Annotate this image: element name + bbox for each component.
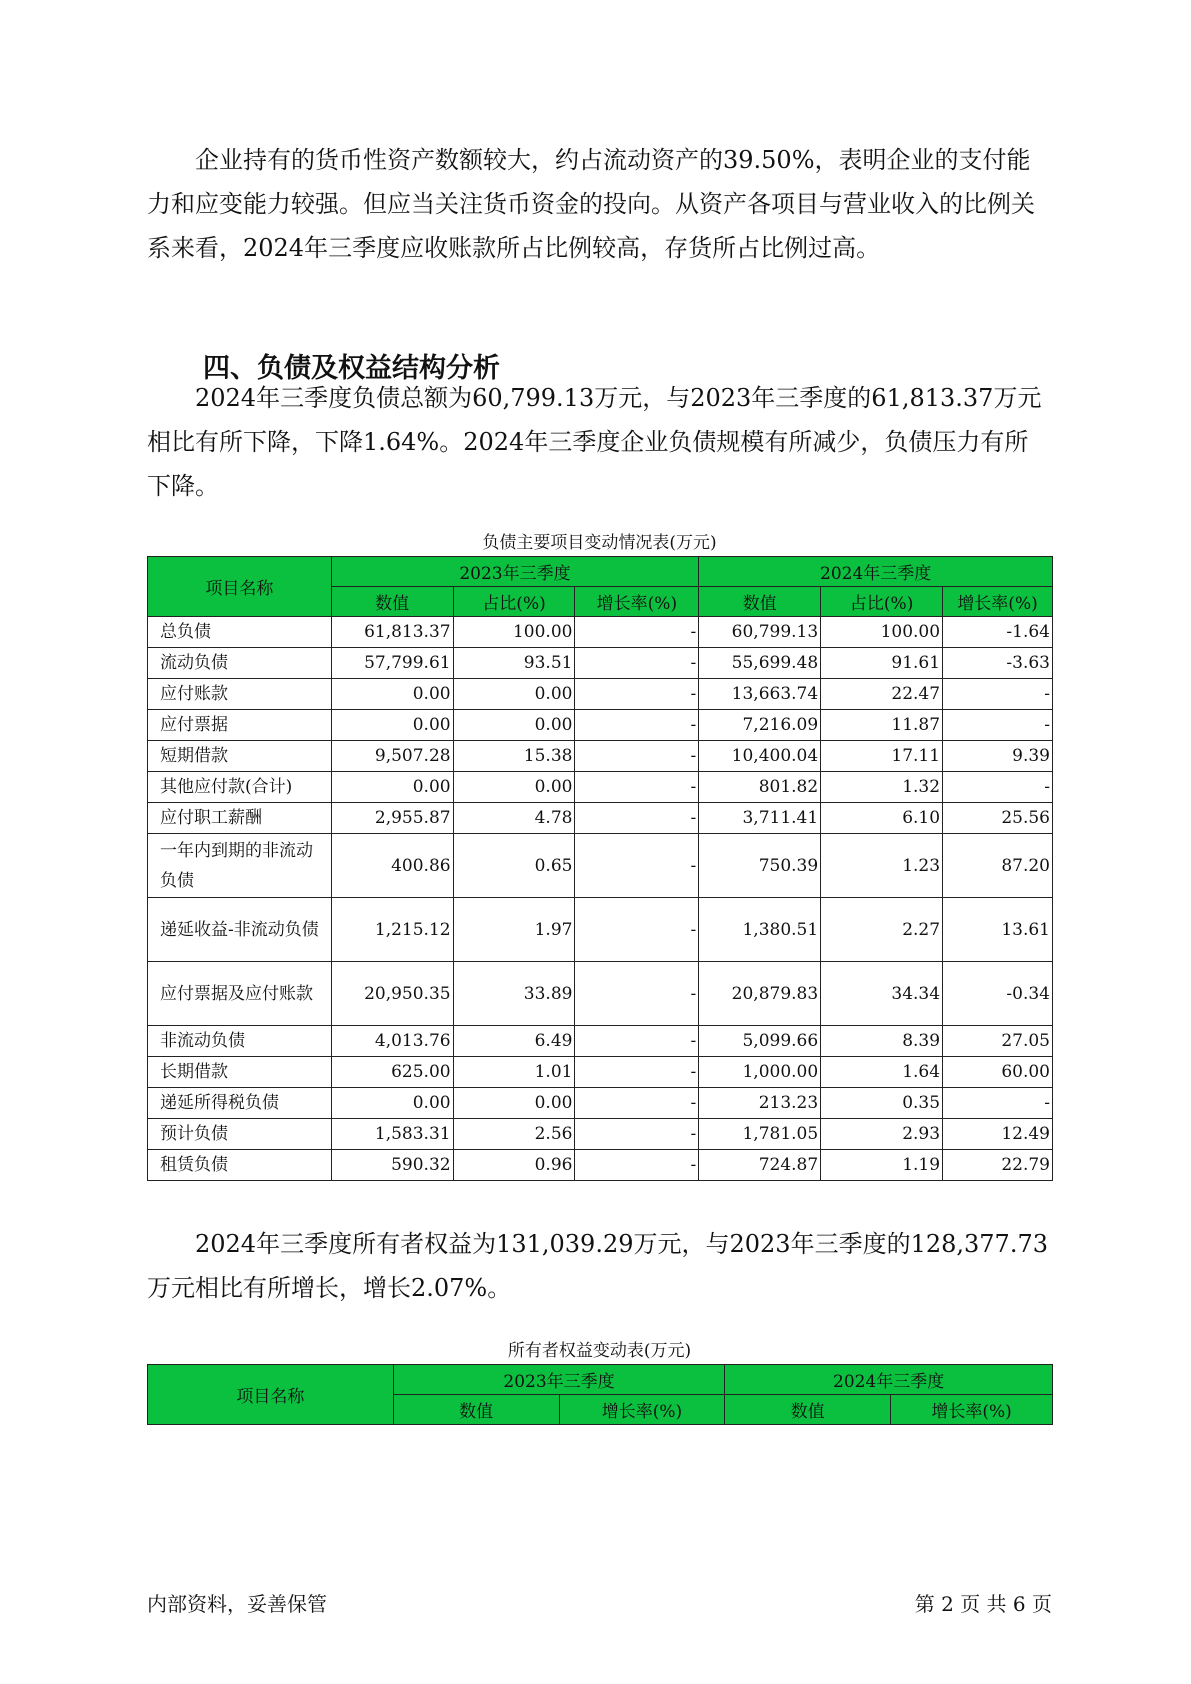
cell-ratio-2023: 100.00 bbox=[453, 617, 575, 648]
cell-ratio-2024: 1.64 bbox=[821, 1057, 943, 1088]
row-name: 租赁负债 bbox=[148, 1150, 332, 1181]
cell-growth-2024: 60.00 bbox=[943, 1057, 1053, 1088]
cell-growth-2024: - bbox=[943, 679, 1053, 710]
cell-ratio-2024: 0.35 bbox=[821, 1088, 943, 1119]
cell-value-2024: 750.39 bbox=[699, 834, 821, 898]
cell-ratio-2024: 100.00 bbox=[821, 617, 943, 648]
header-growth: 增长率(%) bbox=[943, 587, 1053, 617]
page-number: 第 2 页 共 6 页 bbox=[914, 1592, 1052, 1616]
table-row bbox=[148, 772, 1053, 803]
cell-ratio-2024: 34.34 bbox=[821, 962, 943, 1026]
row-name: 流动负债 bbox=[148, 648, 332, 679]
cell-ratio-2024: 8.39 bbox=[821, 1026, 943, 1057]
cell-value-2024: 3,711.41 bbox=[699, 803, 821, 834]
cell-growth-2024: -1.64 bbox=[943, 617, 1053, 648]
cell-growth-2024: 22.79 bbox=[943, 1150, 1053, 1181]
cell-growth-2024: 12.49 bbox=[943, 1119, 1053, 1150]
paragraph-equity-summary: 2024年三季度所有者权益为131,039.29万元，与2023年三季度的128,377.73万元相比有所增长，增长2.07%。 bbox=[147, 1230, 1048, 1302]
header-growth: 增长率(%) bbox=[575, 587, 699, 617]
row-name: 应付账款 bbox=[148, 679, 332, 710]
row-name: 应付票据 bbox=[148, 710, 332, 741]
cell-value-2023: 0.00 bbox=[331, 1088, 453, 1119]
cell-ratio-2023: 15.38 bbox=[453, 741, 575, 772]
cell-value-2023: 0.00 bbox=[331, 679, 453, 710]
cell-growth-2024: -0.34 bbox=[943, 962, 1053, 1026]
header-period-2023: 2023年三季度 bbox=[393, 1365, 725, 1395]
cell-value-2023: 625.00 bbox=[331, 1057, 453, 1088]
cell-ratio-2024: 91.61 bbox=[821, 648, 943, 679]
table-row bbox=[148, 803, 1053, 834]
cell-ratio-2023: 0.65 bbox=[453, 834, 575, 898]
section-heading: 四、负债及权益结构分析 bbox=[203, 353, 500, 384]
cell-value-2024: 7,216.09 bbox=[699, 710, 821, 741]
cell-growth-2023: - bbox=[575, 1057, 699, 1088]
cell-growth-2023: - bbox=[575, 1026, 699, 1057]
cell-ratio-2024: 2.27 bbox=[821, 898, 943, 962]
table2-caption: 所有者权益变动表(万元) bbox=[507, 1341, 692, 1361]
row-name: 其他应付款(合计) bbox=[148, 772, 332, 803]
paragraph-liability-summary: 2024年三季度负债总额为60,799.13万元，与2023年三季度的61,813.37万元相比有所下降，下降1.64%。2024年三季度企业负债规模有所减少，负债压力有所下降。 bbox=[147, 384, 1042, 500]
table-row bbox=[148, 1150, 1053, 1181]
header-value: 数值 bbox=[331, 587, 453, 617]
cell-growth-2023: - bbox=[575, 962, 699, 1026]
cell-ratio-2023: 0.00 bbox=[453, 772, 575, 803]
cell-growth-2023: - bbox=[575, 834, 699, 898]
row-name: 应付票据及应付账款 bbox=[148, 962, 332, 1026]
cell-ratio-2023: 93.51 bbox=[453, 648, 575, 679]
cell-ratio-2024: 2.93 bbox=[821, 1119, 943, 1150]
cell-growth-2023: - bbox=[575, 803, 699, 834]
cell-growth-2024: - bbox=[943, 772, 1053, 803]
header-ratio: 占比(%) bbox=[821, 587, 943, 617]
table1-caption: 负债主要项目变动情况表(万元) bbox=[482, 533, 717, 553]
cell-growth-2024: 25.56 bbox=[943, 803, 1053, 834]
cell-growth-2023: - bbox=[575, 617, 699, 648]
header-item-name: 项目名称 bbox=[148, 557, 332, 617]
cell-value-2023: 57,799.61 bbox=[331, 648, 453, 679]
cell-value-2024: 60,799.13 bbox=[699, 617, 821, 648]
header-value: 数值 bbox=[699, 587, 821, 617]
cell-ratio-2023: 2.56 bbox=[453, 1119, 575, 1150]
header-period-2023: 2023年三季度 bbox=[331, 557, 699, 587]
cell-growth-2023: - bbox=[575, 648, 699, 679]
header-value: 数值 bbox=[725, 1395, 891, 1425]
row-name: 预计负债 bbox=[148, 1119, 332, 1150]
cell-value-2024: 13,663.74 bbox=[699, 679, 821, 710]
cell-growth-2023: - bbox=[575, 710, 699, 741]
row-name: 应付职工薪酬 bbox=[148, 803, 332, 834]
cell-ratio-2024: 1.32 bbox=[821, 772, 943, 803]
cell-ratio-2023: 33.89 bbox=[453, 962, 575, 1026]
cell-ratio-2024: 6.10 bbox=[821, 803, 943, 834]
cell-value-2023: 1,583.31 bbox=[331, 1119, 453, 1150]
table-row bbox=[148, 679, 1053, 710]
header-item-name: 项目名称 bbox=[148, 1365, 394, 1425]
cell-growth-2023: - bbox=[575, 898, 699, 962]
header-period-2024: 2024年三季度 bbox=[725, 1365, 1053, 1395]
cell-growth-2024: 13.61 bbox=[943, 898, 1053, 962]
row-name: 长期借款 bbox=[148, 1057, 332, 1088]
cell-value-2024: 20,879.83 bbox=[699, 962, 821, 1026]
table-row bbox=[148, 1088, 1053, 1119]
cell-growth-2023: - bbox=[575, 1088, 699, 1119]
row-name: 递延收益-非流动负债 bbox=[148, 898, 332, 962]
liability-table bbox=[147, 556, 1053, 1181]
table-row bbox=[148, 1119, 1053, 1150]
header-period-2024: 2024年三季度 bbox=[699, 557, 1053, 587]
cell-value-2023: 2,955.87 bbox=[331, 803, 453, 834]
cell-growth-2024: 27.05 bbox=[943, 1026, 1053, 1057]
cell-value-2023: 590.32 bbox=[331, 1150, 453, 1181]
equity-table bbox=[147, 1364, 1053, 1425]
cell-ratio-2024: 11.87 bbox=[821, 710, 943, 741]
cell-value-2024: 1,000.00 bbox=[699, 1057, 821, 1088]
table-row bbox=[148, 741, 1053, 772]
table-row bbox=[148, 1026, 1053, 1057]
cell-ratio-2023: 0.00 bbox=[453, 1088, 575, 1119]
paragraph-asset-summary: 企业持有的货币性资产数额较大，约占流动资产的39.50%，表明企业的支付能力和应变能力较强。但应当关注货币资金的投向。从资产各项目与营业收入的比例关系来看，2024年三季度应收账款所占比例较高，存货所占比例过高。 bbox=[147, 146, 1035, 262]
cell-ratio-2023: 1.01 bbox=[453, 1057, 575, 1088]
cell-value-2023: 61,813.37 bbox=[331, 617, 453, 648]
cell-value-2023: 1,215.12 bbox=[331, 898, 453, 962]
cell-growth-2023: - bbox=[575, 772, 699, 803]
footer-note: 内部资料，妥善保管 bbox=[147, 1592, 327, 1616]
header-ratio: 占比(%) bbox=[453, 587, 575, 617]
cell-ratio-2024: 1.23 bbox=[821, 834, 943, 898]
cell-growth-2023: - bbox=[575, 1119, 699, 1150]
table-row bbox=[148, 617, 1053, 648]
cell-ratio-2023: 6.49 bbox=[453, 1026, 575, 1057]
header-growth: 增长率(%) bbox=[559, 1395, 725, 1425]
cell-growth-2024: - bbox=[943, 710, 1053, 741]
cell-ratio-2023: 0.00 bbox=[453, 679, 575, 710]
cell-ratio-2024: 22.47 bbox=[821, 679, 943, 710]
cell-growth-2023: - bbox=[575, 741, 699, 772]
cell-growth-2024: 9.39 bbox=[943, 741, 1053, 772]
row-name: 非流动负债 bbox=[148, 1026, 332, 1057]
cell-value-2024: 724.87 bbox=[699, 1150, 821, 1181]
cell-value-2024: 1,380.51 bbox=[699, 898, 821, 962]
cell-ratio-2023: 0.96 bbox=[453, 1150, 575, 1181]
cell-value-2023: 400.86 bbox=[331, 834, 453, 898]
table-row bbox=[148, 834, 1053, 898]
cell-growth-2024: -3.63 bbox=[943, 648, 1053, 679]
cell-value-2023: 0.00 bbox=[331, 710, 453, 741]
cell-value-2023: 4,013.76 bbox=[331, 1026, 453, 1057]
cell-value-2023: 20,950.35 bbox=[331, 962, 453, 1026]
cell-growth-2024: 87.20 bbox=[943, 834, 1053, 898]
row-name: 一年内到期的非流动负债 bbox=[148, 834, 332, 898]
cell-growth-2023: - bbox=[575, 1150, 699, 1181]
cell-growth-2024: - bbox=[943, 1088, 1053, 1119]
header-value: 数值 bbox=[393, 1395, 559, 1425]
row-name: 总负债 bbox=[148, 617, 332, 648]
table-row bbox=[148, 898, 1053, 962]
row-name: 短期借款 bbox=[148, 741, 332, 772]
cell-ratio-2024: 17.11 bbox=[821, 741, 943, 772]
cell-ratio-2024: 1.19 bbox=[821, 1150, 943, 1181]
table-row bbox=[148, 962, 1053, 1026]
cell-value-2024: 5,099.66 bbox=[699, 1026, 821, 1057]
cell-ratio-2023: 4.78 bbox=[453, 803, 575, 834]
header-growth: 增长率(%) bbox=[891, 1395, 1053, 1425]
cell-value-2024: 801.82 bbox=[699, 772, 821, 803]
cell-ratio-2023: 1.97 bbox=[453, 898, 575, 962]
table-row bbox=[148, 1057, 1053, 1088]
cell-value-2024: 55,699.48 bbox=[699, 648, 821, 679]
cell-value-2024: 10,400.04 bbox=[699, 741, 821, 772]
table-row bbox=[148, 648, 1053, 679]
cell-value-2024: 1,781.05 bbox=[699, 1119, 821, 1150]
cell-value-2023: 0.00 bbox=[331, 772, 453, 803]
cell-value-2024: 213.23 bbox=[699, 1088, 821, 1119]
cell-ratio-2023: 0.00 bbox=[453, 710, 575, 741]
table-row bbox=[148, 710, 1053, 741]
cell-value-2023: 9,507.28 bbox=[331, 741, 453, 772]
row-name: 递延所得税负债 bbox=[148, 1088, 332, 1119]
cell-growth-2023: - bbox=[575, 679, 699, 710]
